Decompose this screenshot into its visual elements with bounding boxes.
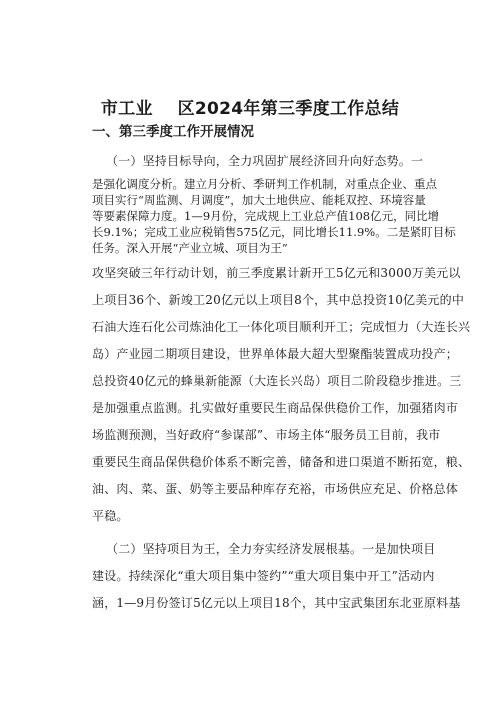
paragraph-line: 是加强重点监测。扎实做好重要民生商品保供稳价工作，加强猪肉市 <box>92 401 459 415</box>
paragraph-line: 石油大连石化公司炼油化工一体化项目顺利开工；完成恒力（大连长兴 <box>92 320 471 334</box>
paragraph-line: 重要民生商品保供稳价体系不断完善，储备和进口渠道不断拓宽，粮、 <box>92 455 471 469</box>
paragraph-line: 项目实行“周监测、月调度”，加大土地供应、能耗双控、环境容量 <box>92 193 426 207</box>
paragraph-line: 攻坚突破三年行动计划，前三季度累计新开工5亿元和3000万美元以 <box>92 266 461 280</box>
paragraph-line: （二）坚持项目为王，全力夯实经济发展根基。一是加快项目 <box>106 542 436 556</box>
paragraph-line: 涵，1—9月份签订5亿元以上项目18个，其中宝武集团东北亚原料基 <box>92 596 461 610</box>
paragraph-line: （一）坚持目标导向，全力巩固扩展经济回升向好态势。一 <box>106 154 424 168</box>
paragraph-line: 场监测预测，当好政府“参谋部”、市场主体“服务员工目前，我市 <box>92 428 441 442</box>
paragraph-line: 油、肉、菜、蛋、奶等主要品种库存充裕，市场供应充足、价格总体 <box>92 482 459 496</box>
paragraph-line: 任务。深入开展“产业立城、项目为王” <box>92 241 288 255</box>
paragraph-line: 上项目36个、新竣工20亿元以上项目8个，其中总投资10亿美元的中 <box>92 293 465 307</box>
paragraph-line: 岛）产业园二期项目建设，世界单体最大超大型聚酯装置成功投产； <box>92 347 459 361</box>
paragraph-line: 等要素保障力度。1—9月份，完成规上工业总产值108亿元，同比增 <box>92 209 440 223</box>
section-heading: 一、第三季度工作开展情况 <box>92 124 254 140</box>
document-title: 市工业 区2024年第三季度工作总结 <box>100 99 400 119</box>
paragraph-line: 长9.1%；完成工业应税销售575亿元，同比增长11.9%。二是紧盯目标 <box>92 225 456 239</box>
paragraph-line: 建设。持续深化“重大项目集中签约”“重大项目集中开工”活动内 <box>92 569 435 583</box>
paragraph-line: 平稳。 <box>92 509 129 523</box>
paragraph-line: 总投资40亿元的蜂巢新能源（大连长兴岛）项目二阶段稳步推进。三 <box>92 374 462 388</box>
paragraph-line: 是强化调度分析。建立月分析、季研判工作机制，对重点企业、重点 <box>92 177 437 191</box>
